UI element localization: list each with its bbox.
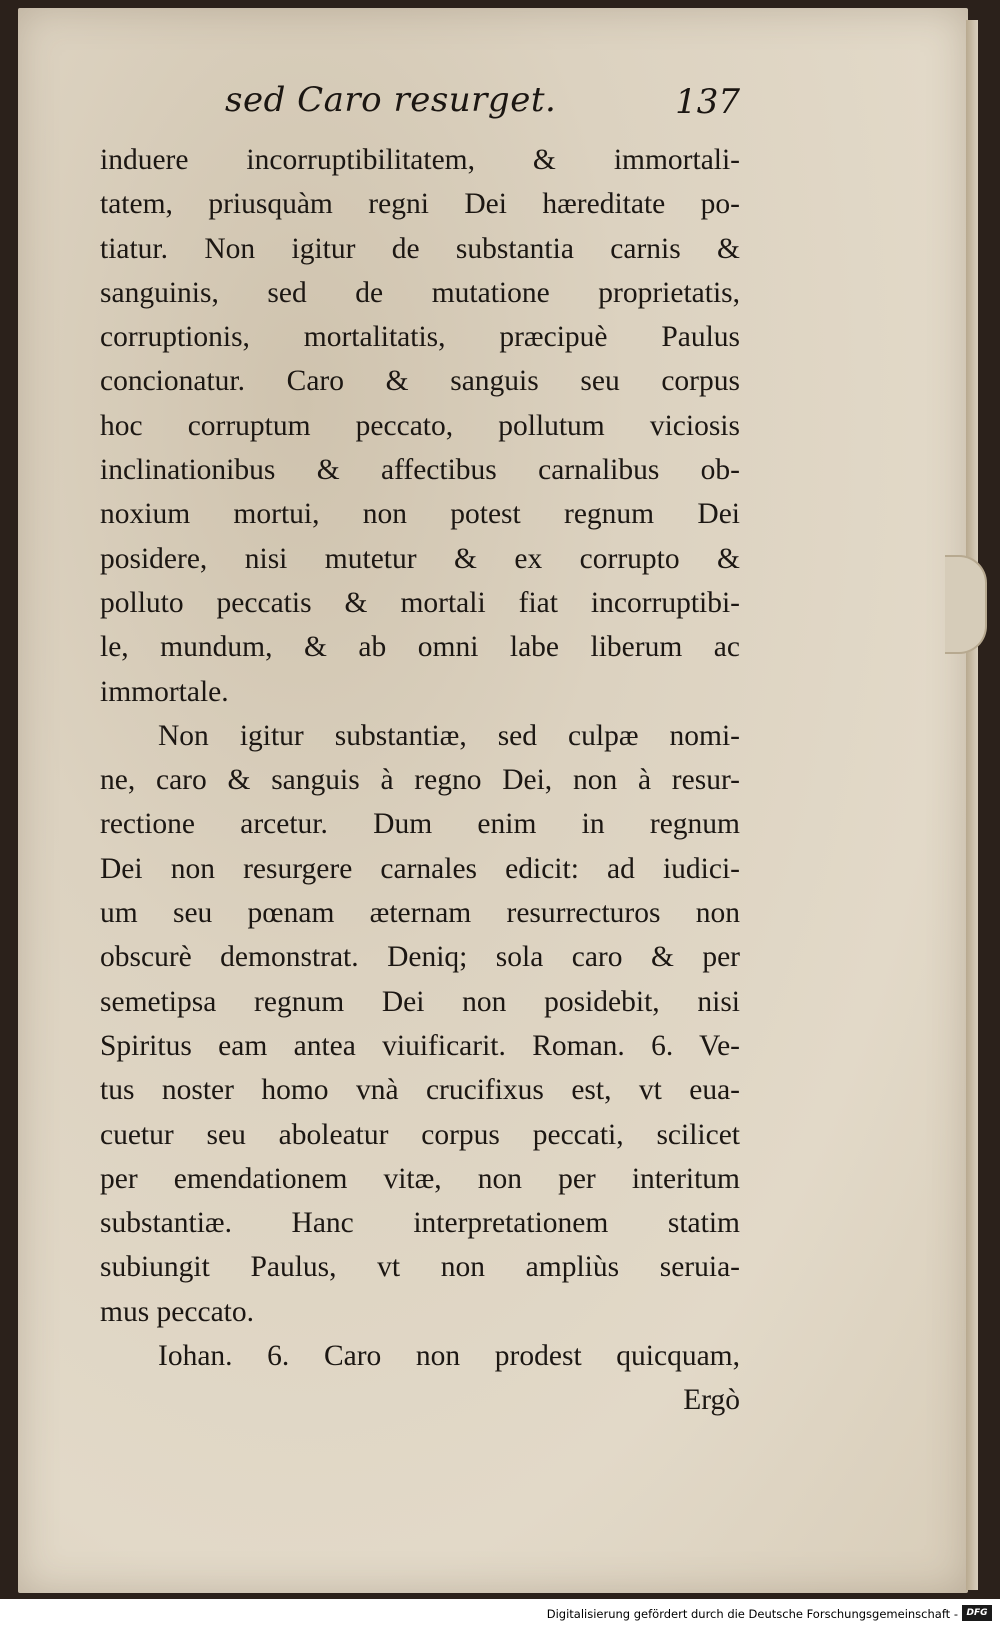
funding-note: Digitalisierung gefördert durch die Deutsche Forschungsgemeinschaft - bbox=[546, 1607, 958, 1621]
dfg-logo-icon: DFG bbox=[962, 1605, 992, 1621]
page-number: 137 bbox=[675, 82, 740, 122]
text-line: tatem, priusquàm regni Dei hæreditate po- bbox=[100, 188, 740, 221]
footer-bar bbox=[0, 1599, 1000, 1629]
text-line: cuetur seu aboleatur corpus peccati, scilicet bbox=[100, 1118, 740, 1151]
catchword: Ergò bbox=[683, 1384, 740, 1417]
page-clip bbox=[945, 555, 987, 654]
text-line: um seu pœnam æternam resurrecturos non bbox=[100, 897, 740, 930]
text-line: mus peccato. bbox=[100, 1295, 254, 1328]
text-line: hoc corruptum peccato, pollutum viciosis bbox=[100, 409, 740, 442]
text-line: corruptionis, mortalitatis, præcipuè Paulus bbox=[100, 321, 740, 354]
text-line: ne, caro & sanguis à regno Dei, non à resur- bbox=[100, 764, 740, 797]
body-text bbox=[100, 138, 740, 1423]
text-line: rectione arcetur. Dum enim in regnum bbox=[100, 808, 740, 841]
text-line: Spiritus eam antea viuificarit. Roman. 6. Ve- bbox=[100, 1029, 740, 1062]
text-line: semetipsa regnum Dei non posidebit, nisi bbox=[100, 985, 740, 1018]
text-line: inclinationibus & affectibus carnalibus ob- bbox=[100, 454, 740, 487]
text-line: subiungit Paulus, vt non ampliùs seruia- bbox=[100, 1251, 740, 1284]
text-line: per emendationem vitæ, non per interitum bbox=[100, 1162, 740, 1195]
text-line: posidere, nisi mutetur & ex corrupto & bbox=[100, 542, 740, 575]
text-line: Non igitur substantiæ, sed culpæ nomi- bbox=[158, 719, 740, 752]
running-head: sed Caro resurget. bbox=[225, 80, 557, 120]
text-line: tiatur. Non igitur de substantia carnis & bbox=[100, 232, 740, 265]
text-line: polluto peccatis & mortali fiat incorruptibi- bbox=[100, 586, 740, 619]
text-line: noxium mortui, non potest regnum Dei bbox=[100, 498, 740, 531]
text-line: le, mundum, & ab omni labe liberum ac bbox=[100, 631, 740, 664]
text-line: tus noster homo vnà crucifixus est, vt eua- bbox=[100, 1074, 740, 1107]
text-line: sanguinis, sed de mutatione proprietatis, bbox=[100, 276, 740, 309]
text-line: Iohan. 6. Caro non prodest quicquam, bbox=[158, 1340, 740, 1373]
text-line: induere incorruptibilitatem, & immortali- bbox=[100, 144, 740, 176]
text-line: obscurè demonstrat. Deniq; sola caro & per bbox=[100, 941, 740, 974]
text-line: substantiæ. Hanc interpretationem statim bbox=[100, 1207, 740, 1240]
page-header bbox=[225, 80, 740, 130]
text-line: Dei non resurgere carnales edicit: ad iudici- bbox=[100, 852, 740, 885]
text-line: concionatur. Caro & sanguis seu corpus bbox=[100, 365, 740, 398]
page-edge bbox=[966, 20, 978, 1590]
text-line: immortale. bbox=[100, 675, 229, 708]
